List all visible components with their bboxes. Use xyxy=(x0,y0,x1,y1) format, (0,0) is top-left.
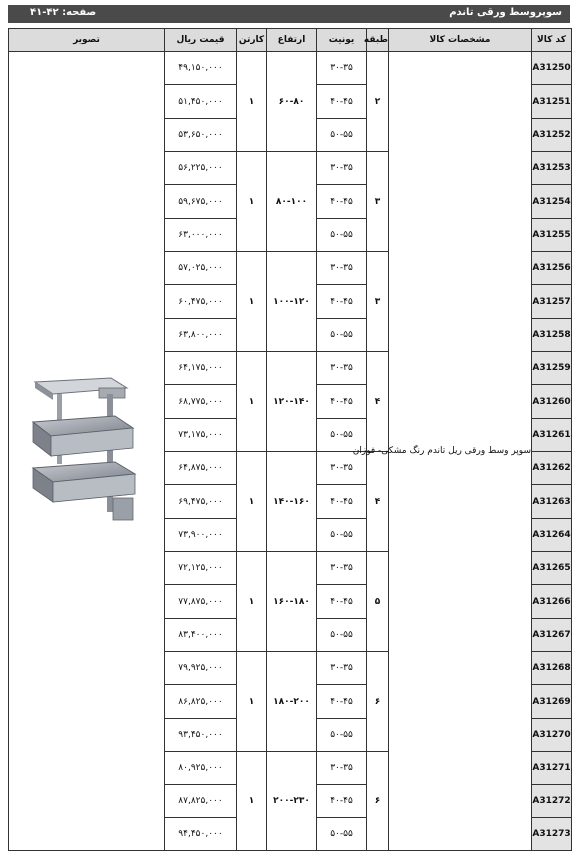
product-code-cell xyxy=(532,719,572,752)
product-code-cell-text: A31254 xyxy=(532,196,571,207)
unit-size-cell-text: ۵۰-۵۵ xyxy=(330,130,353,140)
unit-size-cell-text: ۵۰-۵۵ xyxy=(330,829,353,839)
product-code-cell xyxy=(532,452,572,485)
price-cell xyxy=(165,219,237,252)
product-code-cell-text: A31265 xyxy=(532,563,571,573)
price-cell xyxy=(165,719,237,752)
unit-size-cell xyxy=(317,152,367,185)
title-bar xyxy=(8,5,570,23)
unit-size-cell xyxy=(317,585,367,619)
product-code-cell xyxy=(532,519,572,552)
price-cell xyxy=(165,452,237,485)
unit-size-cell-text: ۴۰-۴۵ xyxy=(330,796,353,806)
price-cell-text: ۶۰,۴۷۵,۰۰۰ xyxy=(178,296,223,307)
price-cell xyxy=(165,585,237,619)
product-code-cell xyxy=(532,619,572,652)
shelf-count-cell xyxy=(367,152,389,252)
carton-qty-cell xyxy=(237,552,267,652)
shelf-count-cell xyxy=(367,352,389,452)
product-code-cell-text: A31263 xyxy=(532,496,571,507)
price-cell xyxy=(165,252,237,285)
unit-size-cell-text: ۳۰-۳۵ xyxy=(330,63,353,73)
price-cell xyxy=(165,319,237,352)
product-code-cell xyxy=(532,219,572,252)
price-cell xyxy=(165,685,237,719)
price-cell xyxy=(165,152,237,185)
product-code-cell xyxy=(532,752,572,785)
unit-size-cell xyxy=(317,485,367,519)
shelf-count-cell-text: ۴ xyxy=(374,496,381,507)
shelf-count-cell xyxy=(367,552,389,652)
product-code-cell-text: A31259 xyxy=(532,363,571,373)
carton-qty-cell-text: ۱ xyxy=(248,96,255,107)
carton-qty-cell-text: ۱ xyxy=(248,696,255,707)
price-cell-text: ۶۳,۸۰۰,۰۰۰ xyxy=(178,330,223,340)
height-range-cell-text: ۱۸۰-۲۰۰ xyxy=(273,696,310,707)
product-code-cell-text: A31268 xyxy=(532,663,571,673)
price-cell-text: ۷۳,۱۷۵,۰۰۰ xyxy=(178,430,223,440)
product-code-cell-text: A31270 xyxy=(532,730,571,740)
product-code-cell xyxy=(532,685,572,719)
page-number: صفحه: ۴۲-۴۱ xyxy=(30,7,97,18)
price-cell xyxy=(165,419,237,452)
product-code-cell-text: A31272 xyxy=(532,796,571,806)
product-code-cell xyxy=(532,252,572,285)
height-range-cell-text: ۱۲۰-۱۴۰ xyxy=(273,396,310,407)
shelf-count-cell xyxy=(367,652,389,752)
product-code-cell-text: A31258 xyxy=(532,330,571,340)
col-header-height: ارتفاع xyxy=(267,29,317,52)
shelf-count-cell-text: ۲ xyxy=(374,96,381,107)
product-code-cell-text: A31271 xyxy=(532,763,571,773)
unit-size-cell xyxy=(317,818,367,851)
unit-size-cell-text: ۵۰-۵۵ xyxy=(330,730,353,740)
unit-size-cell-text: ۳۰-۳۵ xyxy=(330,163,353,173)
price-cell-text: ۸۰,۹۲۵,۰۰۰ xyxy=(178,763,223,773)
price-cell xyxy=(165,519,237,552)
price-cell-text: ۵۷,۰۲۵,۰۰۰ xyxy=(178,263,223,273)
price-cell-text: ۴۹,۱۵۰,۰۰۰ xyxy=(178,63,223,73)
shelf-count-cell xyxy=(367,252,389,352)
product-code-cell xyxy=(532,152,572,185)
carton-qty-cell-text: ۱ xyxy=(248,496,255,507)
height-range-cell xyxy=(267,552,317,652)
unit-size-cell xyxy=(317,719,367,752)
price-cell-text: ۷۹,۹۲۵,۰۰۰ xyxy=(178,663,223,673)
product-code-cell xyxy=(532,485,572,519)
unit-size-cell xyxy=(317,119,367,152)
price-cell-text: ۷۳,۹۰۰,۰۰۰ xyxy=(178,530,223,540)
price-cell-text: ۶۴,۸۷۵,۰۰۰ xyxy=(178,463,223,473)
unit-size-cell-text: ۴۰-۴۵ xyxy=(330,196,353,207)
price-cell-text: ۶۸,۷۷۵,۰۰۰ xyxy=(178,396,223,407)
price-cell-text: ۶۳,۰۰۰,۰۰۰ xyxy=(178,230,223,240)
col-header-spec: مشخصات کالا xyxy=(389,29,532,52)
unit-size-cell xyxy=(317,352,367,385)
unit-size-cell-text: ۳۰-۳۵ xyxy=(330,363,353,373)
price-cell xyxy=(165,619,237,652)
product-code-cell-text: A31255 xyxy=(532,230,571,240)
unit-size-cell-text: ۳۰-۳۵ xyxy=(330,563,353,573)
price-table xyxy=(8,28,572,851)
unit-size-cell xyxy=(317,785,367,818)
carton-qty-cell-text: ۱ xyxy=(248,396,255,407)
shelf-count-cell xyxy=(367,452,389,552)
price-cell xyxy=(165,119,237,152)
unit-size-cell-text: ۴۰-۴۵ xyxy=(330,696,353,707)
product-code-cell xyxy=(532,52,572,85)
unit-size-cell-text: ۴۰-۴۵ xyxy=(330,396,353,407)
product-code-cell xyxy=(532,85,572,119)
carton-qty-cell xyxy=(237,152,267,252)
unit-size-cell xyxy=(317,185,367,219)
price-cell-text: ۸۶,۸۲۵,۰۰۰ xyxy=(178,696,223,707)
price-cell xyxy=(165,652,237,685)
unit-size-cell xyxy=(317,385,367,419)
product-code-cell-text: A31273 xyxy=(532,829,571,839)
height-range-cell xyxy=(267,52,317,152)
carton-qty-cell-text: ۱ xyxy=(248,596,255,607)
product-code-cell xyxy=(532,319,572,352)
carton-qty-cell xyxy=(237,452,267,552)
carton-qty-cell xyxy=(237,752,267,851)
product-code-cell-text: A31269 xyxy=(532,696,571,707)
height-range-cell xyxy=(267,352,317,452)
height-range-cell xyxy=(267,452,317,552)
product-code-cell xyxy=(532,585,572,619)
shelf-count-cell-text: ۳ xyxy=(374,196,381,207)
unit-size-cell-text: ۳۰-۳۵ xyxy=(330,263,353,273)
carton-qty-cell-text: ۱ xyxy=(248,796,255,806)
unit-size-cell-text: ۴۰-۴۵ xyxy=(330,96,353,107)
product-image-cell xyxy=(9,52,165,851)
unit-size-cell-text: ۴۰-۴۵ xyxy=(330,596,353,607)
price-cell xyxy=(165,818,237,851)
price-cell xyxy=(165,352,237,385)
carton-qty-cell xyxy=(237,352,267,452)
unit-size-cell-text: ۵۰-۵۵ xyxy=(330,630,353,640)
price-cell xyxy=(165,385,237,419)
unit-size-cell-text: ۵۰-۵۵ xyxy=(330,430,353,440)
shelf-count-cell-text: ۶ xyxy=(374,696,381,707)
height-range-cell-text: ۶۰-۸۰ xyxy=(278,96,305,107)
carton-qty-cell-text: ۱ xyxy=(248,196,255,207)
unit-size-cell xyxy=(317,685,367,719)
product-code-cell xyxy=(532,185,572,219)
unit-size-cell-text: ۳۰-۳۵ xyxy=(330,663,353,673)
shelf-count-cell xyxy=(367,52,389,152)
price-cell xyxy=(165,85,237,119)
price-cell-text: ۸۳,۴۰۰,۰۰۰ xyxy=(178,630,223,640)
price-cell-text: ۷۷,۸۷۵,۰۰۰ xyxy=(178,596,223,607)
product-code-cell-text: A31262 xyxy=(532,463,571,473)
product-code-cell-text: A31256 xyxy=(532,263,571,273)
product-code-cell-text: A31251 xyxy=(532,96,571,107)
product-code-cell-text: A31253 xyxy=(532,163,571,173)
unit-size-cell xyxy=(317,519,367,552)
unit-size-cell-text: ۳۰-۳۵ xyxy=(330,763,353,773)
height-range-cell xyxy=(267,152,317,252)
shelf-count-cell-text: ۵ xyxy=(374,596,381,607)
product-code-cell-text: A31250 xyxy=(532,63,571,73)
unit-size-cell xyxy=(317,752,367,785)
price-cell-text: ۵۱,۴۵۰,۰۰۰ xyxy=(178,96,223,107)
unit-size-cell xyxy=(317,219,367,252)
unit-size-cell xyxy=(317,52,367,85)
price-cell xyxy=(165,52,237,85)
product-spec-cell-text: سوپر وسط ورقی ریل تاندم رنگ مشکی- فوزان xyxy=(352,445,531,456)
page-title: سوپروسط ورقی تاندم xyxy=(449,7,562,18)
product-code-cell-text: A31267 xyxy=(532,630,571,640)
product-code-cell-text: A31266 xyxy=(532,596,571,607)
product-code-cell xyxy=(532,552,572,585)
height-range-cell-text: ۱۴۰-۱۶۰ xyxy=(273,496,310,507)
unit-size-cell xyxy=(317,619,367,652)
unit-size-cell xyxy=(317,252,367,285)
col-header-code: کد کالا xyxy=(532,29,572,52)
unit-size-cell-text: ۴۰-۴۵ xyxy=(330,496,353,507)
product-code-cell xyxy=(532,785,572,818)
price-cell-text: ۹۳,۴۵۰,۰۰۰ xyxy=(178,730,223,740)
product-spec-cell xyxy=(352,52,532,851)
height-range-cell xyxy=(267,752,317,851)
product-code-cell xyxy=(532,652,572,685)
unit-size-cell xyxy=(317,285,367,319)
col-header-price: قیمت ریال xyxy=(165,29,237,52)
product-code-cell xyxy=(532,385,572,419)
unit-size-cell-text: ۵۰-۵۵ xyxy=(330,330,353,340)
col-header-image: تصویر xyxy=(9,29,165,52)
table-header-row xyxy=(9,29,572,52)
product-code-cell xyxy=(532,419,572,452)
shelf-count-cell-text: ۳ xyxy=(374,296,381,307)
product-code-cell-text: A31260 xyxy=(532,396,571,407)
unit-size-cell-text: ۵۰-۵۵ xyxy=(330,230,353,240)
height-range-cell xyxy=(267,252,317,352)
price-cell-text: ۵۹,۶۷۵,۰۰۰ xyxy=(178,196,223,207)
unit-size-cell-text: ۵۰-۵۵ xyxy=(330,530,353,540)
carton-qty-cell xyxy=(237,252,267,352)
col-header-shelf: طبقه xyxy=(367,29,389,52)
price-cell-text: ۵۳,۶۵۰,۰۰۰ xyxy=(178,130,223,140)
product-code-cell xyxy=(532,119,572,152)
product-code-cell-text: A31264 xyxy=(532,530,571,540)
tandem-pullout-basket-icon xyxy=(29,370,144,530)
price-cell-text: ۹۴,۴۵۰,۰۰۰ xyxy=(178,829,223,839)
table-row xyxy=(9,52,572,85)
height-range-cell-text: ۱۶۰-۱۸۰ xyxy=(273,596,310,607)
product-code-cell xyxy=(532,818,572,851)
shelf-count-cell-text: ۴ xyxy=(374,396,381,407)
shelf-count-cell xyxy=(367,752,389,851)
price-cell xyxy=(165,752,237,785)
height-range-cell-text: ۱۰۰-۱۲۰ xyxy=(273,296,310,307)
carton-qty-cell xyxy=(237,652,267,752)
product-code-cell-text: A31252 xyxy=(532,130,571,140)
price-cell xyxy=(165,485,237,519)
product-code-cell xyxy=(532,352,572,385)
col-header-unit: یونیت xyxy=(317,29,367,52)
carton-qty-cell xyxy=(237,52,267,152)
unit-size-cell xyxy=(317,85,367,119)
shelf-count-cell-text: ۶ xyxy=(374,796,381,806)
unit-size-cell xyxy=(317,319,367,352)
unit-size-cell xyxy=(317,652,367,685)
unit-size-cell-text: ۳۰-۳۵ xyxy=(330,463,353,473)
col-header-carton: کارتن xyxy=(237,29,267,52)
product-code-cell-text: A31261 xyxy=(532,430,571,440)
product-code-cell-text: A31257 xyxy=(532,296,571,307)
price-cell xyxy=(165,785,237,818)
price-cell-text: ۶۴,۱۷۵,۰۰۰ xyxy=(178,363,223,373)
price-cell xyxy=(165,285,237,319)
price-cell-text: ۸۷,۸۲۵,۰۰۰ xyxy=(178,796,223,806)
carton-qty-cell-text: ۱ xyxy=(248,296,255,307)
product-code-cell xyxy=(532,285,572,319)
unit-size-cell-text: ۴۰-۴۵ xyxy=(330,296,353,307)
unit-size-cell xyxy=(317,552,367,585)
price-cell xyxy=(165,185,237,219)
price-cell-text: ۷۲,۱۲۵,۰۰۰ xyxy=(178,563,223,573)
height-range-cell xyxy=(267,652,317,752)
price-cell-text: ۵۶,۲۲۵,۰۰۰ xyxy=(178,163,223,173)
height-range-cell-text: ۲۰۰-۲۳۰ xyxy=(273,796,310,806)
price-cell-text: ۶۹,۴۷۵,۰۰۰ xyxy=(178,496,223,507)
price-cell xyxy=(165,552,237,585)
height-range-cell-text: ۸۰-۱۰۰ xyxy=(275,196,308,207)
table-body xyxy=(9,52,572,851)
